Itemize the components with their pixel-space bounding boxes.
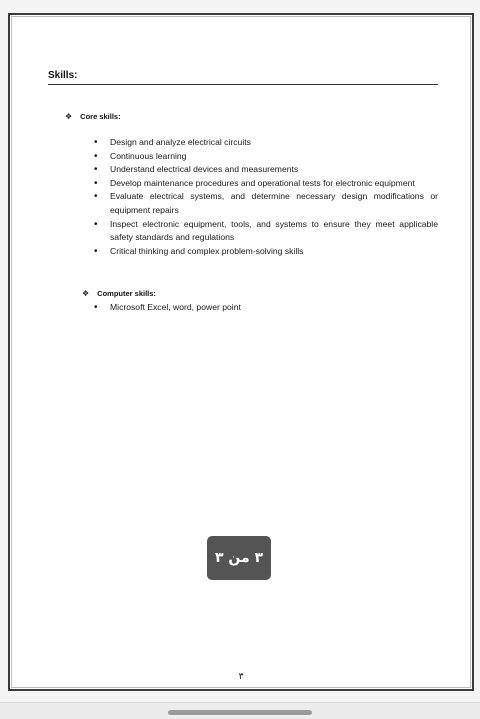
document-page: [8, 13, 474, 691]
list-item: • Critical thinking and complex problem-solving skills: [92, 245, 438, 259]
diamond-bullet-icon: ❖: [82, 288, 90, 298]
list-item: • Design and analyze electrical circuits: [92, 136, 438, 150]
computer-skills-label: Computer skills:: [97, 289, 156, 298]
list-item: • Inspect electronic equipment, tools, and systems to ensure they meet applicable safety standards and regulations: [92, 218, 438, 245]
list-item: • Microsoft Excel, word, power point: [92, 301, 438, 315]
bottom-scroll-area: [0, 702, 480, 719]
diamond-bullet-icon: ❖: [65, 111, 73, 121]
page-number: ٣: [238, 672, 244, 682]
list-item: • Develop maintenance procedures and operational tests for electronic equipment: [92, 177, 438, 191]
core-skills-label: Core skills:: [80, 112, 121, 121]
page-indicator-badge: ٣ من ٣: [207, 536, 271, 580]
list-item: • Continuous learning: [92, 150, 438, 164]
list-item: • Understand electrical devices and measurements: [92, 163, 438, 177]
computer-skills-list: [92, 301, 438, 315]
section-title: Skills:: [48, 70, 78, 81]
core-skills-heading: [65, 112, 121, 121]
list-item: • Evaluate electrical systems, and determine necessary design modifications or equipment repairs: [92, 190, 438, 217]
computer-skills-heading: [82, 289, 156, 298]
section-divider: [48, 84, 438, 85]
scrollbar-thumb[interactable]: [168, 710, 312, 715]
core-skills-list: [92, 136, 438, 258]
